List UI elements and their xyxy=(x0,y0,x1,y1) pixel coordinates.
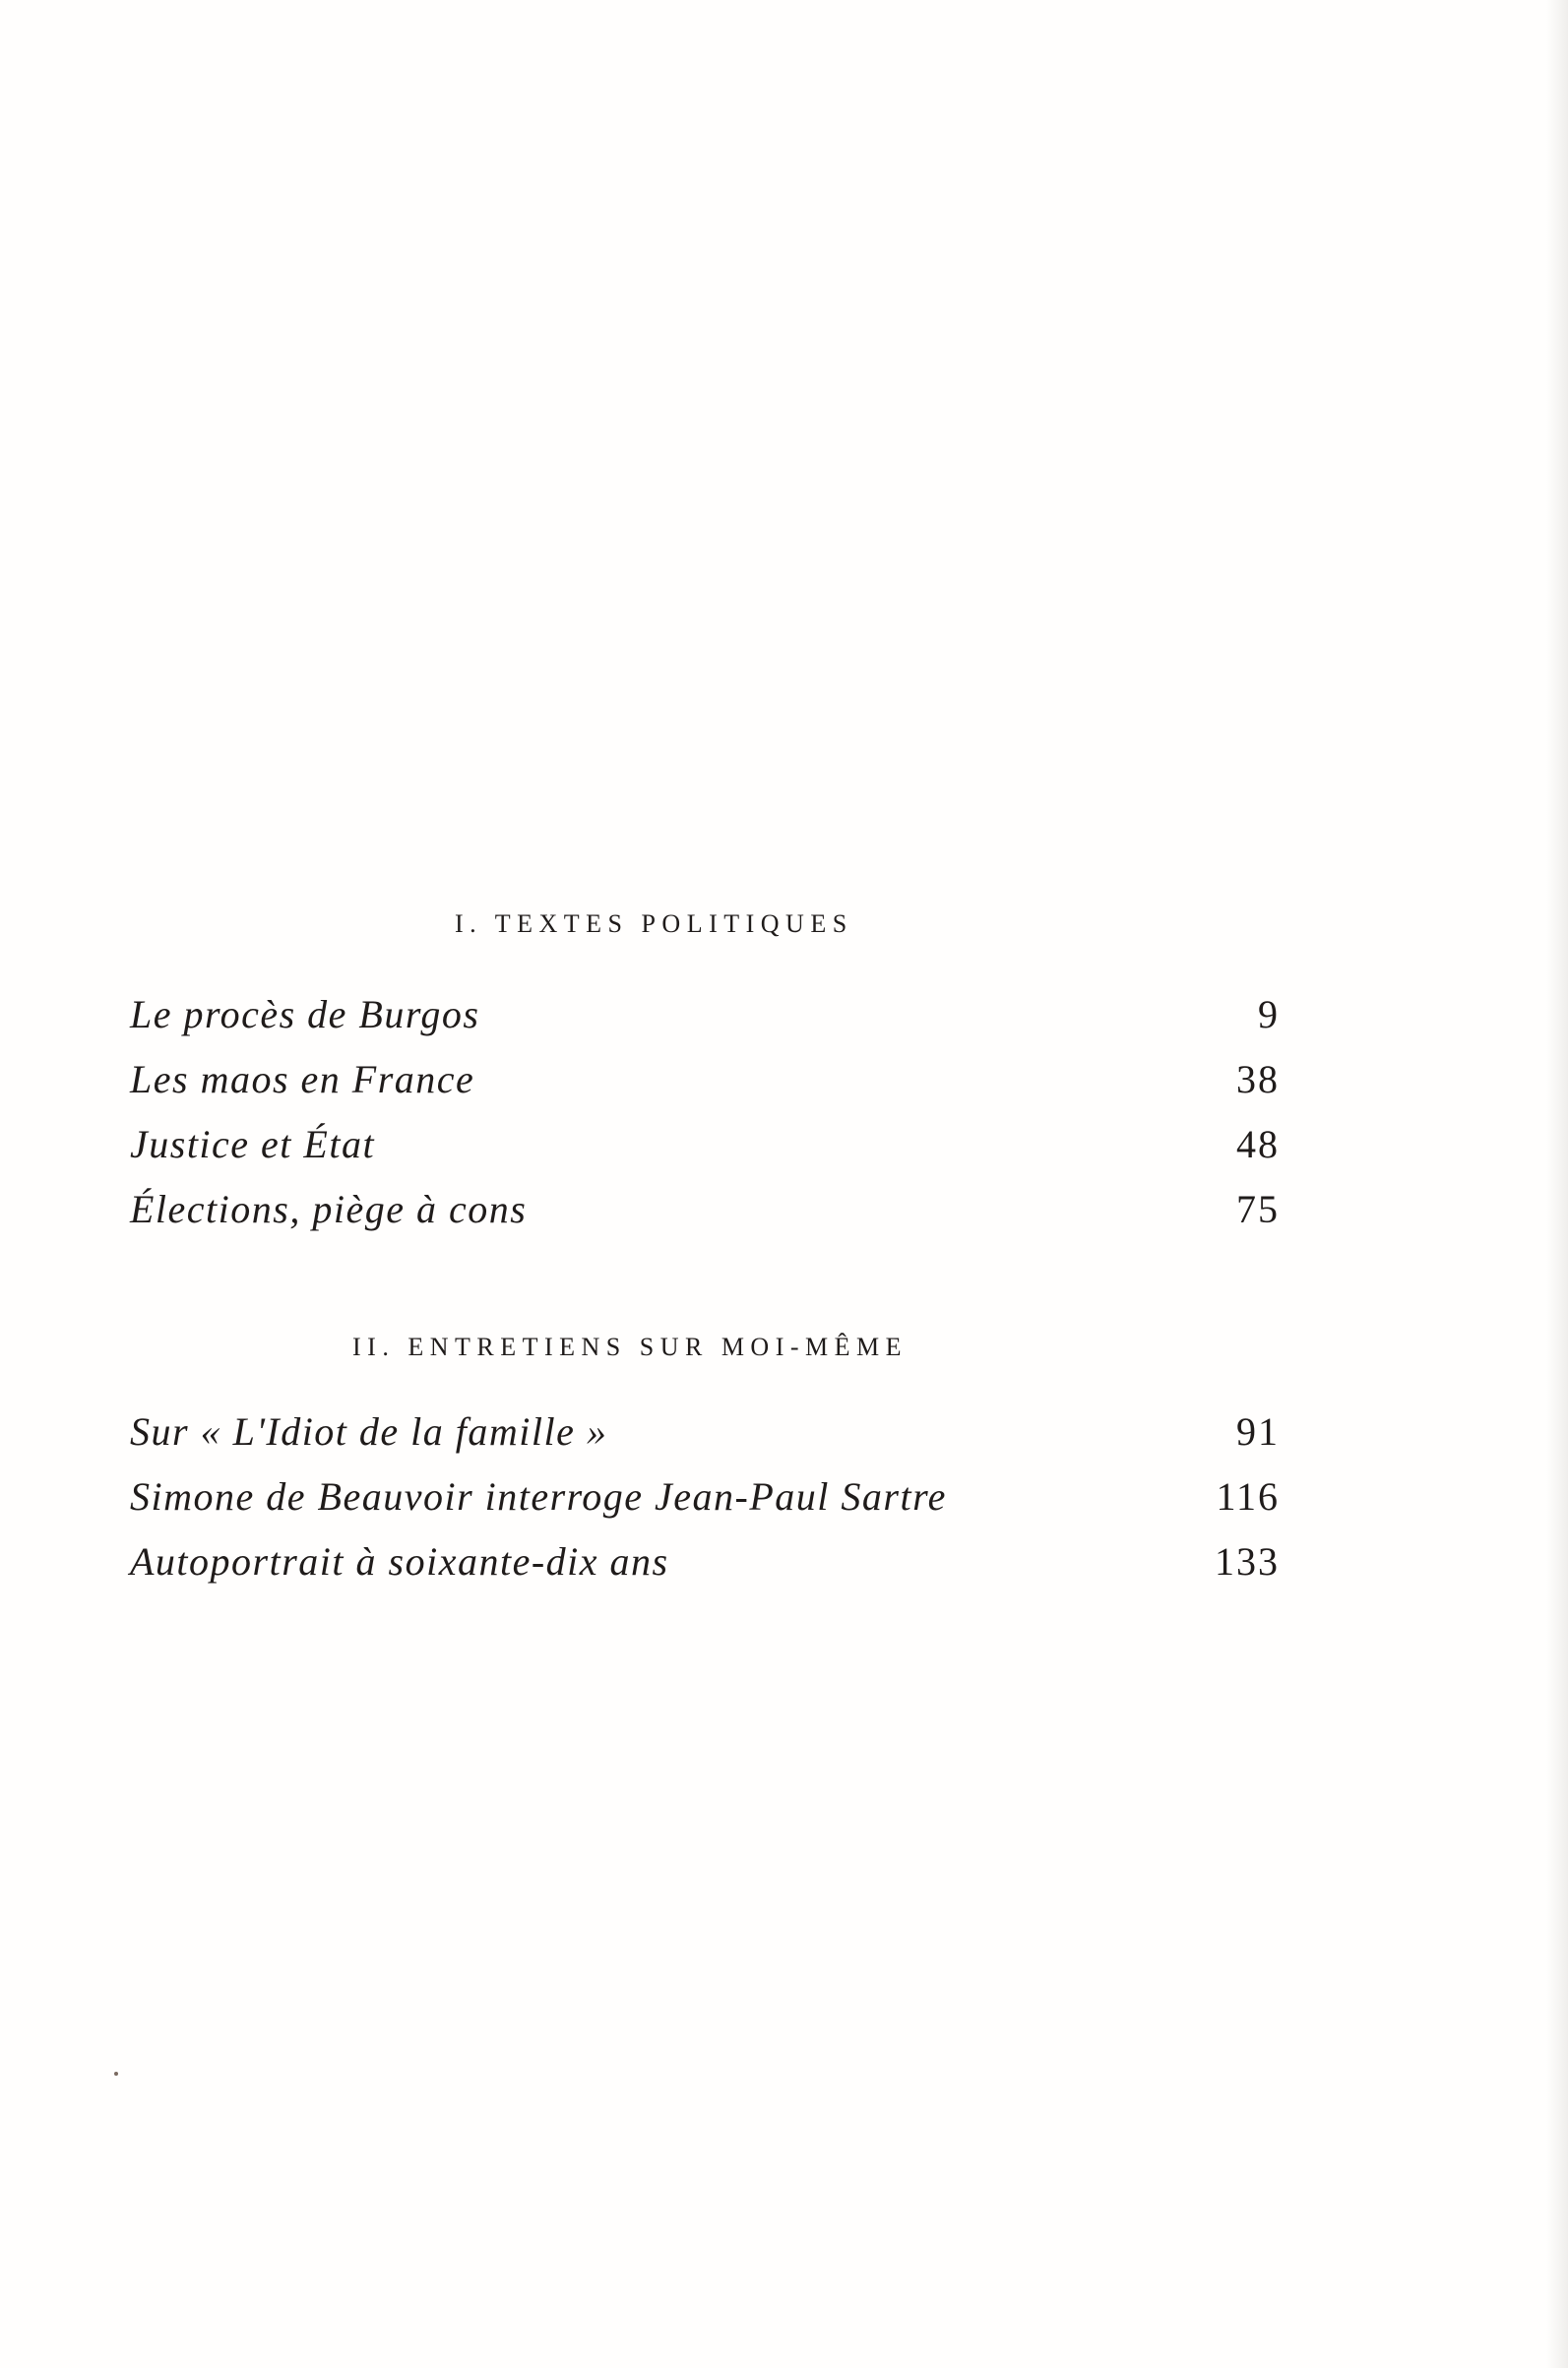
entry-title: Le procès de Burgos xyxy=(130,992,480,1036)
toc-entry xyxy=(130,980,1280,1043)
toc-entry xyxy=(130,1398,1280,1461)
toc-entry xyxy=(130,1110,1280,1173)
section-heading: II. ENTRETIENS SUR MOI-MÊME xyxy=(352,1333,909,1361)
toc-entry xyxy=(130,1527,1280,1590)
toc-entry xyxy=(130,1463,1280,1526)
entry-title: Simone de Beauvoir interroge Jean-Paul Sartre xyxy=(130,1474,947,1519)
entry-title: Sur « L'Idiot de la famille » xyxy=(130,1409,608,1454)
section-heading: I. TEXTES POLITIQUES xyxy=(455,909,853,938)
entry-page-number: 48 xyxy=(1236,1122,1280,1166)
entry-title: Autoportrait à soixante-dix ans xyxy=(130,1539,669,1584)
toc-entry xyxy=(130,1175,1280,1238)
entry-page-number: 9 xyxy=(1258,992,1280,1036)
entry-title: Justice et État xyxy=(130,1122,376,1166)
toc-entry xyxy=(130,1045,1280,1108)
entry-page-number: 91 xyxy=(1236,1409,1280,1454)
entry-title: Les maos en France xyxy=(130,1057,475,1101)
entry-page-number: 133 xyxy=(1215,1539,1280,1584)
entry-page-number: 116 xyxy=(1216,1474,1280,1519)
entry-page-number: 38 xyxy=(1236,1057,1280,1101)
paper-speck xyxy=(114,2072,118,2076)
entry-title: Élections, piège à cons xyxy=(130,1187,528,1231)
page-edge-shadow xyxy=(1546,0,1568,2368)
entry-page-number: 75 xyxy=(1236,1187,1280,1231)
